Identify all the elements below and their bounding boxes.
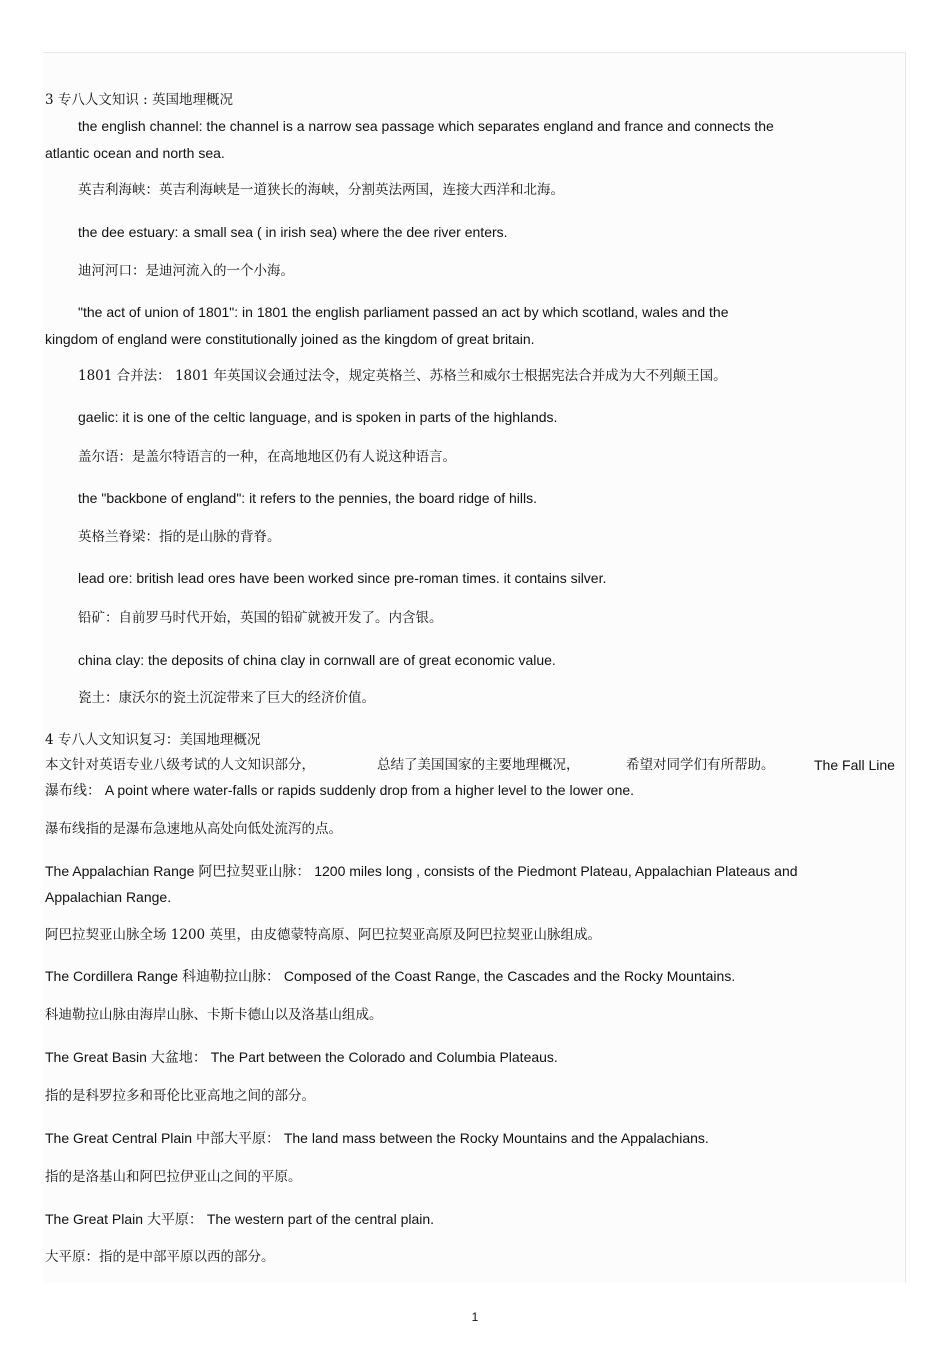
paragraph-line: "the act of union of 1801": in 1801 the english parliament passed an act by which scotland, wales and the <box>78 304 729 320</box>
paragraph-line: The Great Central Plain 中部大平原： The land mass between the Rocky Mountains and the Appalachians. <box>45 1130 709 1146</box>
paragraph-line: 英格兰脊梁：指的是山脉的背脊。 <box>78 529 281 545</box>
paragraph-line: Appalachian Range. <box>45 889 172 905</box>
page-number: 1 <box>471 1310 479 1324</box>
paragraph-line: The Great Plain 大平原： The western part of the central plain. <box>45 1211 435 1227</box>
intro-part-1: 本文针对英语专业八级考试的人文知识部分， <box>45 757 315 773</box>
intro-part-3: 希望对同学们有所帮助。 <box>626 757 775 773</box>
paragraph-line: The Cordillera Range 科迪勒拉山脉： Composed of the Coast Range, the Cascades and the Rocky Mountains. <box>45 968 736 984</box>
paragraph-line: 1801 合并法： 1801 年英国议会通过法令，规定英格兰、苏格兰和威尔士根据宪法合并成为大不列颠王国。 <box>78 368 727 384</box>
paragraph-line: 迪河河口：是迪河流入的一个小海。 <box>78 263 294 279</box>
paragraph-line: 大平原：指的是中部平原以西的部分。 <box>45 1249 275 1265</box>
paragraph-line: china clay: the deposits of china clay in cornwall are of great economic value. <box>78 652 556 668</box>
paragraph-line: the dee estuary: a small sea ( in irish sea) where the dee river enters. <box>78 224 508 240</box>
paragraph-line: 科迪勒拉山脉由海岸山脉、卡斯卡德山以及洛基山组成。 <box>45 1007 383 1023</box>
paragraph-line: atlantic ocean and north sea. <box>45 145 225 161</box>
paragraph-line: 阿巴拉契亚山脉全场 1200 英里，由皮德蒙特高原、阿巴拉契亚高原及阿巴拉契亚山脉组成。 <box>45 927 601 943</box>
paragraph-line: The Great Basin 大盆地： The Part between the Colorado and Columbia Plateaus. <box>45 1049 558 1065</box>
paragraph-line: 瓷土：康沃尔的瓷土沉淀带来了巨大的经济价值。 <box>78 690 375 706</box>
paragraph-line: 盖尔语：是盖尔特语言的一种，在高地地区仍有人说这种语言。 <box>78 449 456 465</box>
paragraph-line: 瀑布线指的是瀑布急速地从高处向低处流泻的点。 <box>45 821 342 837</box>
paragraph-line: The Appalachian Range 阿巴拉契亚山脉： 1200 miles long , consists of the Piedmont Plateau, Appalachian Plateaus and <box>45 863 798 879</box>
section-heading-us: 4 专八人文知识复习：美国地理概况 <box>45 732 261 748</box>
section-heading-uk: 3 专八人文知识 : 英国地理概况 <box>45 92 234 108</box>
paragraph-line: 指的是洛基山和阿巴拉伊亚山之间的平原。 <box>45 1169 302 1185</box>
paragraph-line: lead ore: british lead ores have been worked since pre-roman times. it contains silver. <box>78 570 607 586</box>
paragraph-line: 英吉利海峡：英吉利海峡是一道狭长的海峡，分割英法两国，连接大西洋和北海。 <box>78 182 564 198</box>
fall-line-term: The Fall Line <box>814 757 895 773</box>
paragraph-line: 瀑布线： A point where water-falls or rapids suddenly drop from a higher level to the lower one. <box>45 782 635 798</box>
paragraph-line: 指的是科罗拉多和哥伦比亚高地之间的部分。 <box>45 1088 315 1104</box>
paragraph-line: the english channel: the channel is a narrow sea passage which separates england and france and connects the <box>78 118 774 134</box>
paragraph-line: gaelic: it is one of the celtic language, and is spoken in parts of the highlands. <box>78 409 558 425</box>
paragraph-line: kingdom of england were constitutionally joined as the kingdom of great britain. <box>45 331 535 347</box>
paragraph-line: the "backbone of england": it refers to the pennies, the board ridge of hills. <box>78 490 538 506</box>
paragraph-line: 铅矿：自前罗马时代开始，英国的铅矿就被开发了。内含银。 <box>78 610 443 626</box>
intro-part-2: 总结了美国国家的主要地理概况， <box>377 757 580 773</box>
